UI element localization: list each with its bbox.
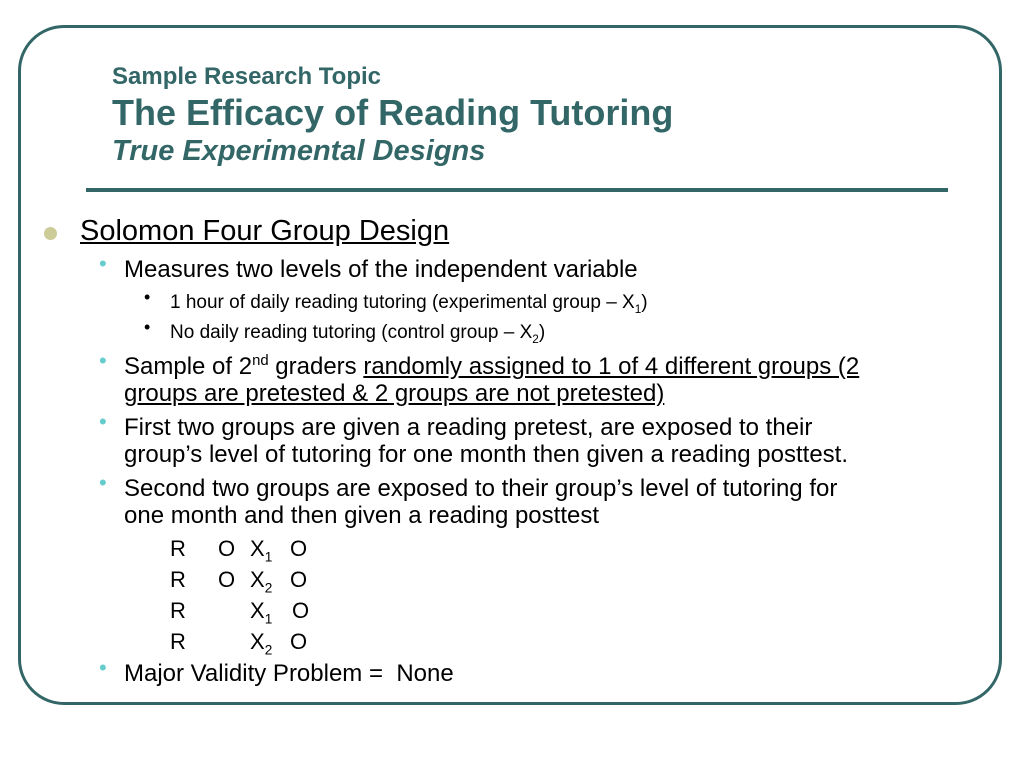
bullet-experimental: 1 hour of daily reading tutoring (experimental group – $X_1$) bbox=[170, 292, 648, 316]
section-heading: Solomon Four Group Design bbox=[80, 215, 450, 247]
bullet-dot-icon: • bbox=[99, 409, 107, 434]
bullet-first-groups: First two groups are given a reading pretest, are exposed to their group’s level of tutoring for one month then given a reading posttest. bbox=[124, 414, 849, 468]
bullet-dot-icon bbox=[44, 227, 57, 240]
bullet-dot-icon: • bbox=[99, 251, 107, 276]
bullet-sample: Sample of 2nd graders randomly assigned to 1 of 4 different groups (2 groups are pretested & 2 groups are not pretested) bbox=[124, 353, 860, 407]
bullet-dot-icon: • bbox=[99, 470, 107, 495]
slide-title bbox=[112, 62, 673, 168]
bullet-control: No daily reading tutoring (control group – $X_2$) bbox=[170, 322, 546, 346]
title-underline-rule bbox=[86, 188, 948, 192]
bullet-levels: Measures two levels of the independent variable bbox=[124, 256, 638, 283]
bullet-second-groups: Second two groups are exposed to their group’s level of tutoring for one month and then given a reading posttest bbox=[124, 475, 838, 529]
title-line-3: True Experimental Designs bbox=[112, 135, 486, 167]
bullet-dot-icon: • bbox=[144, 317, 151, 337]
title-line-2: The Efficacy of Reading Tutoring bbox=[112, 92, 674, 133]
title-line-1: Sample Research Topic bbox=[112, 63, 381, 90]
bullet-dot-icon: • bbox=[99, 655, 107, 680]
bullet-dot-icon: • bbox=[144, 287, 151, 307]
bullet-dot-icon: • bbox=[99, 348, 107, 373]
bullet-validity: Major Validity Problem = None bbox=[124, 660, 454, 687]
